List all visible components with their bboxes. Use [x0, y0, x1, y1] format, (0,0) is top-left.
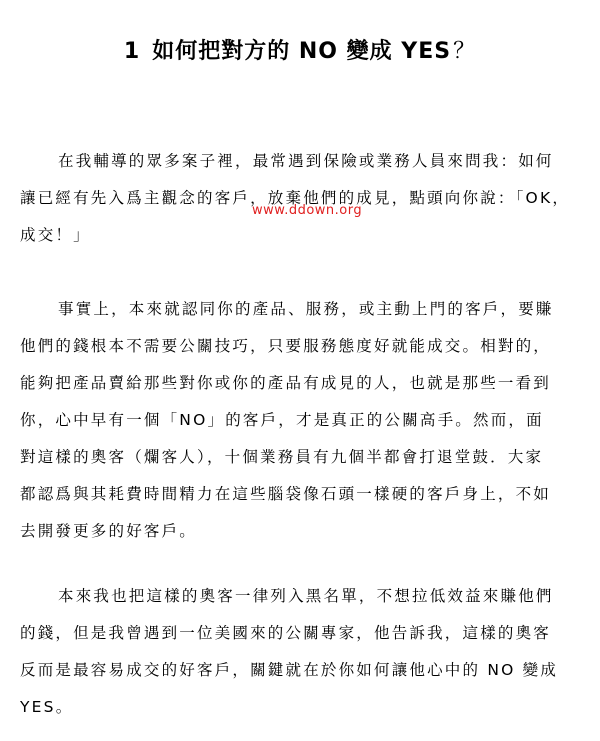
paragraph-line: 他們的錢根本不需要公關技巧，只要服務態度好就能成交。相對的， [20, 337, 552, 355]
paragraph-line: 能夠把產品賣給那些對你或你的產品有成見的人，也就是那些一看到 [20, 374, 552, 392]
page-title [0, 34, 600, 65]
paragraph-1 [20, 143, 580, 254]
paragraph-line: 在我輔導的眾多案子裡，最常遇到保險或業務人員來問我：如何 [58, 152, 554, 170]
paragraph-line: 你，心中早有一個「NO」的客戶，才是真正的公關高手。然而，面 [20, 411, 544, 429]
paragraph-line: 讓已經有先入爲主觀念的客戶，放棄他們的成見，點頭向你說：「OK， [20, 189, 571, 207]
paragraph-line: 對這樣的奧客（爛客人），十個業務員有九個半都會打退堂鼓．大家 [20, 448, 544, 466]
paragraph-line: YES。 [20, 698, 74, 716]
paragraph-line: 本來我也把這樣的奧客一律列入黑名單，不想拉低效益來賺他們 [58, 587, 554, 605]
paragraph-line: 成交！」 [20, 226, 91, 244]
watermark-url: www.ddown.org [252, 203, 363, 218]
paragraph-line: 反而是最容易成交的好客戶，關鍵就在於你如何讓他心中的 NO 變成 [20, 661, 559, 679]
paragraph-line: 的錢，但是我曾遇到一位美國來的公關專家，他告訴我，這樣的奧客 [20, 624, 552, 642]
chapter-number: 1 [123, 39, 141, 64]
paragraph-3 [20, 578, 580, 726]
paragraph-line: 去開發更多的好客戶。 [20, 522, 198, 540]
title-question-mark: ？ [453, 39, 477, 64]
paragraph-2 [20, 291, 580, 550]
paragraph-line: 事實上，本來就認同你的產品、服務，或主動上門的客戶，要賺 [58, 300, 554, 318]
paragraph-line: 都認爲與其耗費時間精力在這些腦袋像石頭一樣硬的客戶身上，不如 [20, 485, 552, 503]
chapter-title: 如何把對方的 NO 變成 YES [152, 39, 452, 64]
